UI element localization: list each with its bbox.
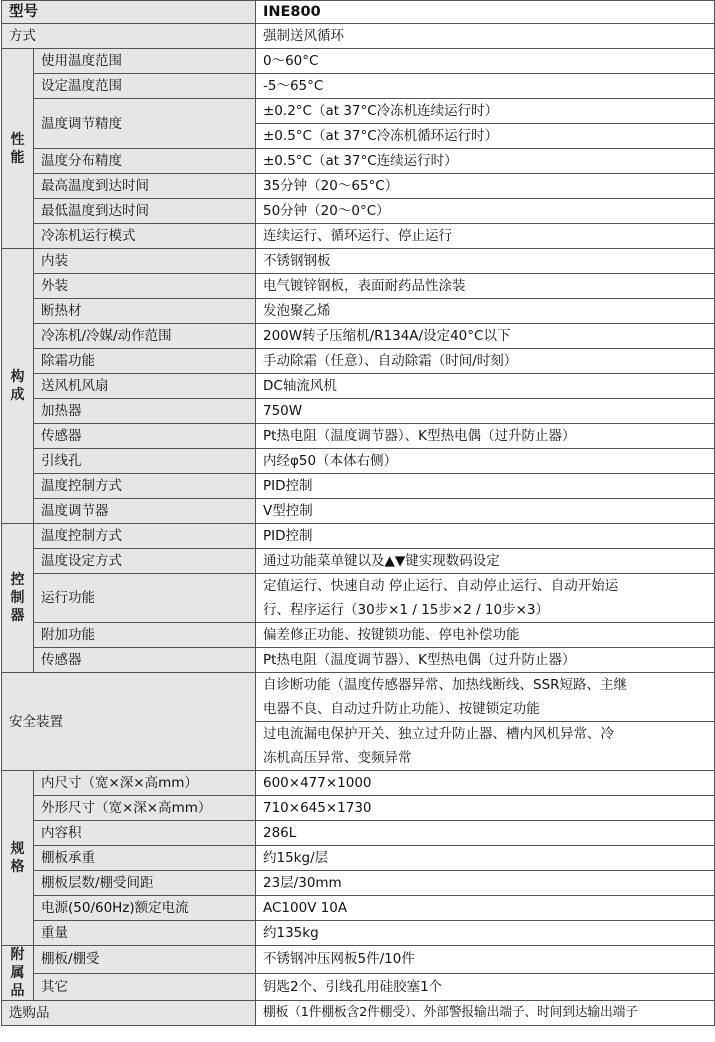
options-value: 棚板（1件棚板含2件棚受）、外部警报输出端子、时间到达输出端子 <box>256 1001 715 1026</box>
spec-value: 23层/30mm <box>256 871 715 896</box>
spec-row <box>2 771 715 796</box>
spec-label: 使用温度范围 <box>34 49 256 74</box>
spec-row <box>2 871 715 896</box>
spec-value: 发泡聚乙烯 <box>256 299 715 324</box>
spec-value: Pt热电阻（温度调节器）、K型热电偶（过升防止器） <box>256 648 715 673</box>
spec-row <box>2 921 715 946</box>
spec-label: 外形尺寸（宽×深×高mm） <box>34 796 256 821</box>
spec-row <box>2 324 715 349</box>
spec-row <box>2 199 715 224</box>
spec-value: 约15kg/层 <box>256 846 715 871</box>
spec-value: 不锈钢冲压网板5件/10件 <box>256 946 715 974</box>
spec-label: 内装 <box>34 249 256 274</box>
method-row <box>2 24 715 49</box>
spec-label: 引线孔 <box>34 449 256 474</box>
spec-value: 200W转子压缩机/R134A/设定40°C以下 <box>256 324 715 349</box>
spec-value: ±0.2°C（at 37°C冷冻机连续运行时） <box>256 99 715 124</box>
spec-row <box>2 549 715 574</box>
spec-row <box>2 174 715 199</box>
spec-value: 约135kg <box>256 921 715 946</box>
spec-row <box>2 349 715 374</box>
spec-row <box>2 399 715 424</box>
spec-value: 偏差修正功能、按键锁功能、停电补偿功能 <box>256 623 715 648</box>
spec-value: 连续运行、循环运行、停止运行 <box>256 224 715 249</box>
model-row <box>2 1 715 24</box>
category-construction: 构成 <box>2 249 34 524</box>
spec-row <box>2 99 715 124</box>
spec-value: PID控制 <box>256 474 715 499</box>
spec-row <box>2 224 715 249</box>
spec-row <box>2 648 715 673</box>
spec-value: 35分钟（20～65°C） <box>256 174 715 199</box>
spec-value: Pt热电阻（温度调节器）、K型热电偶（过升防止器） <box>256 424 715 449</box>
spec-value: 定值运行、快速自动 停止运行、自动停止运行、自动开始运 <box>256 574 715 599</box>
method-value: 强制送风循环 <box>256 24 715 49</box>
spec-row <box>2 896 715 921</box>
spec-value: AC100V 10A <box>256 896 715 921</box>
spec-label: 最低温度到达时间 <box>34 199 256 224</box>
spec-value: PID控制 <box>256 524 715 549</box>
spec-value: 50分钟（20～0°C） <box>256 199 715 224</box>
safety-value: 电器不良、自动过升防止功能）、按键锁定功能 <box>256 697 715 722</box>
spec-label: 设定温度范围 <box>34 74 256 99</box>
spec-value: ±0.5°C（at 37°C连续运行时） <box>256 149 715 174</box>
spec-label: 冷冻机/冷媒/动作范围 <box>34 324 256 349</box>
spec-row <box>2 374 715 399</box>
spec-label: 加热器 <box>34 399 256 424</box>
spec-value: V型控制 <box>256 499 715 524</box>
spec-value: 286L <box>256 821 715 846</box>
spec-row <box>2 821 715 846</box>
spec-row <box>2 946 715 974</box>
spec-label: 其它 <box>34 973 256 1001</box>
safety-row <box>2 673 715 698</box>
spec-value: 0～60°C <box>256 49 715 74</box>
model-label: 型号 <box>2 1 256 24</box>
spec-value: -5～65°C <box>256 74 715 99</box>
spec-row <box>2 74 715 99</box>
spec-table <box>1 0 715 1026</box>
spec-value: 内经φ50（本体右侧） <box>256 449 715 474</box>
spec-value: DC轴流风机 <box>256 374 715 399</box>
spec-label: 送风机风扇 <box>34 374 256 399</box>
spec-label: 温度控制方式 <box>34 474 256 499</box>
spec-value: 手动除霜（任意）、自动除霜（时间/时刻） <box>256 349 715 374</box>
spec-row <box>2 49 715 74</box>
safety-value: 冻机高压异常、变频异常 <box>256 746 715 771</box>
category-control: 控制器 <box>2 524 34 673</box>
spec-label: 内容积 <box>34 821 256 846</box>
spec-label: 最高温度到达时间 <box>34 174 256 199</box>
spec-label: 冷冻机运行模式 <box>34 224 256 249</box>
spec-label: 附加功能 <box>34 623 256 648</box>
method-label: 方式 <box>2 24 256 49</box>
spec-row <box>2 846 715 871</box>
spec-value: 600×477×1000 <box>256 771 715 796</box>
spec-row <box>2 524 715 549</box>
spec-row <box>2 474 715 499</box>
safety-value: 过电流漏电保护开关、独立过升防止器、槽内风机异常、冷 <box>256 722 715 747</box>
category-specs: 规格 <box>2 771 34 946</box>
spec-label: 断热材 <box>34 299 256 324</box>
spec-row <box>2 424 715 449</box>
spec-value: ±0.5°C（at 37°C冷冻机循环运行时） <box>256 124 715 149</box>
spec-value: 710×645×1730 <box>256 796 715 821</box>
spec-label: 棚板层数/棚受间距 <box>34 871 256 896</box>
spec-value: 电气镀锌钢板，表面耐药品性涂装 <box>256 274 715 299</box>
spec-value: 钥匙2个、引线孔用硅胶塞1个 <box>256 973 715 1001</box>
spec-label: 电源(50/60Hz)额定电流 <box>34 896 256 921</box>
spec-label: 温度分布精度 <box>34 149 256 174</box>
spec-label: 棚板/棚受 <box>34 946 256 974</box>
options-row <box>2 1001 715 1026</box>
model-value: INE800 <box>256 1 715 24</box>
category-performance: 性能 <box>2 49 34 249</box>
spec-label: 外装 <box>34 274 256 299</box>
spec-label: 温度调节器 <box>34 499 256 524</box>
safety-value: 自诊断功能（温度传感器异常、加热线断线、SSR短路、主继 <box>256 673 715 698</box>
spec-label: 传感器 <box>34 648 256 673</box>
safety-label: 安全装置 <box>2 673 256 771</box>
spec-row <box>2 449 715 474</box>
spec-label: 棚板承重 <box>34 846 256 871</box>
spec-value: 行、程序运行（30步×1 / 15步×2 / 10步×3） <box>256 598 715 623</box>
spec-value: 不锈钢钢板 <box>256 249 715 274</box>
spec-row <box>2 574 715 599</box>
spec-label: 重量 <box>34 921 256 946</box>
spec-label: 温度控制方式 <box>34 524 256 549</box>
spec-label: 除霜功能 <box>34 349 256 374</box>
spec-value: 通过功能菜单键以及▲▼键实现数码设定 <box>256 549 715 574</box>
spec-value: 750W <box>256 399 715 424</box>
category-accessories: 附属品 <box>2 946 34 1001</box>
spec-row <box>2 149 715 174</box>
spec-row <box>2 249 715 274</box>
options-label: 选购品 <box>2 1001 256 1026</box>
spec-label: 内尺寸（宽×深×高mm） <box>34 771 256 796</box>
spec-row <box>2 973 715 1001</box>
spec-row <box>2 796 715 821</box>
spec-row <box>2 299 715 324</box>
spec-label: 温度调节精度 <box>34 99 256 149</box>
spec-label: 运行功能 <box>34 574 256 623</box>
spec-label: 温度设定方式 <box>34 549 256 574</box>
spec-row <box>2 623 715 648</box>
spec-row <box>2 499 715 524</box>
spec-label: 传感器 <box>34 424 256 449</box>
spec-row <box>2 274 715 299</box>
